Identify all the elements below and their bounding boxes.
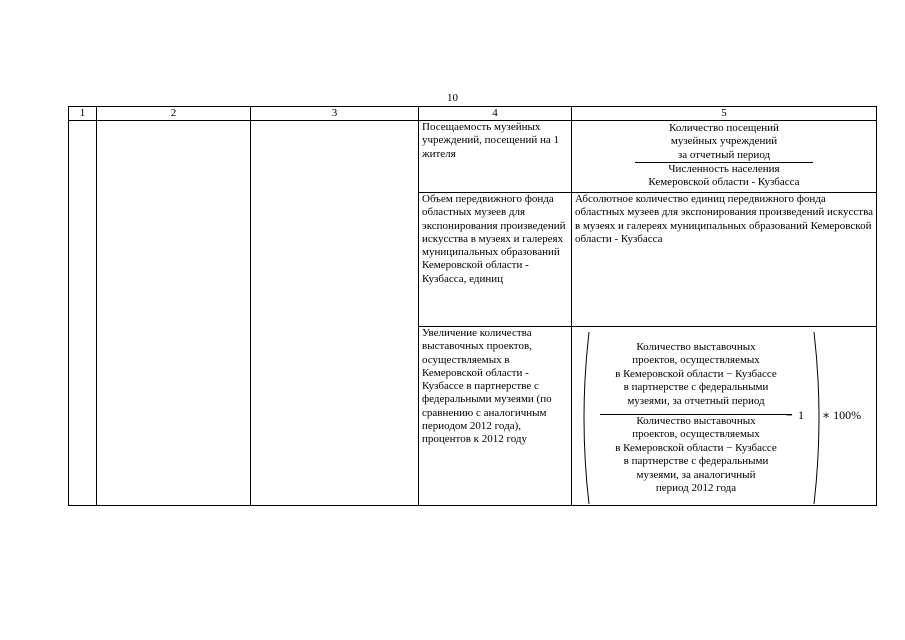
numerator-line: Количество посещений — [669, 122, 779, 134]
calculation-formula — [572, 327, 877, 506]
numerator-line: Количество выставочных — [636, 341, 756, 353]
header-col-4: 4 — [419, 107, 572, 121]
denominator-line: в партнерстве с федеральными — [623, 455, 769, 468]
denominator-line: Кемеровской области - Кузбасса — [648, 176, 800, 189]
cell-col-3 — [251, 121, 419, 506]
formula-numerator — [590, 341, 802, 408]
numerator-line: проектов, осуществляемых — [632, 354, 760, 367]
table-row — [69, 121, 877, 193]
percentage-formula — [572, 327, 876, 505]
multiply-percent: ∗ 100% — [822, 408, 862, 422]
cell-col-1 — [69, 121, 97, 506]
denominator-line: музеями, за аналогичный — [636, 468, 756, 481]
page-number: 10 — [447, 92, 458, 104]
minus-sign: − — [786, 408, 793, 422]
table-header-row — [69, 107, 877, 121]
formula-denominator — [590, 415, 802, 495]
indicator-name: Объем передвижного фонда областных музеев для экспонирования произведений искусства в музеях и галереях муниципальных образований Кемеровской области - Кузбасса, единиц — [419, 193, 572, 327]
indicators-table — [68, 106, 877, 506]
header-col-3: 3 — [251, 107, 419, 121]
left-parenthesis — [578, 331, 590, 505]
denominator-line: проектов, осуществляемых — [632, 428, 760, 441]
numerator-line: музейных учреждений — [670, 135, 778, 148]
numerator-line: в партнерстве с федеральными — [623, 381, 769, 394]
fraction-formula — [575, 122, 873, 189]
denominator-line: Количество выставочных — [636, 415, 756, 427]
indicator-name: Посещаемость музейных учреждений, посещений на 1 жителя — [419, 121, 572, 193]
numerator-line: в Кемеровской области − Кузбассе — [615, 367, 777, 380]
header-col-5: 5 — [572, 107, 877, 121]
denominator-line: период 2012 года — [655, 482, 737, 495]
calculation-formula — [572, 121, 877, 193]
numerator-line: за отчетный период — [677, 148, 771, 161]
formula-one: 1 — [798, 408, 804, 422]
header-col-2: 2 — [97, 107, 251, 121]
cell-col-2 — [97, 121, 251, 506]
denominator-line: Численность населения — [668, 162, 780, 175]
denominator-line: в Кемеровской области − Кузбассе — [615, 441, 777, 454]
calculation-method: Абсолютное количество единиц передвижного фонда областных музеев для экспонирования произведений искусства в музеях и галереях муниципальных образований Кемеровской области - Кузбасса — [572, 193, 877, 327]
indicator-name: Увеличение количества выставочных проектов, осуществляемых в Кемеровской области - Кузбассе в партнерстве с федеральными музеями (по сравнению с аналогичным периодом 2012 года), процентов к 2012 году — [419, 327, 572, 506]
numerator-line: музеями, за отчетный период — [627, 394, 765, 407]
header-col-1: 1 — [69, 107, 97, 121]
